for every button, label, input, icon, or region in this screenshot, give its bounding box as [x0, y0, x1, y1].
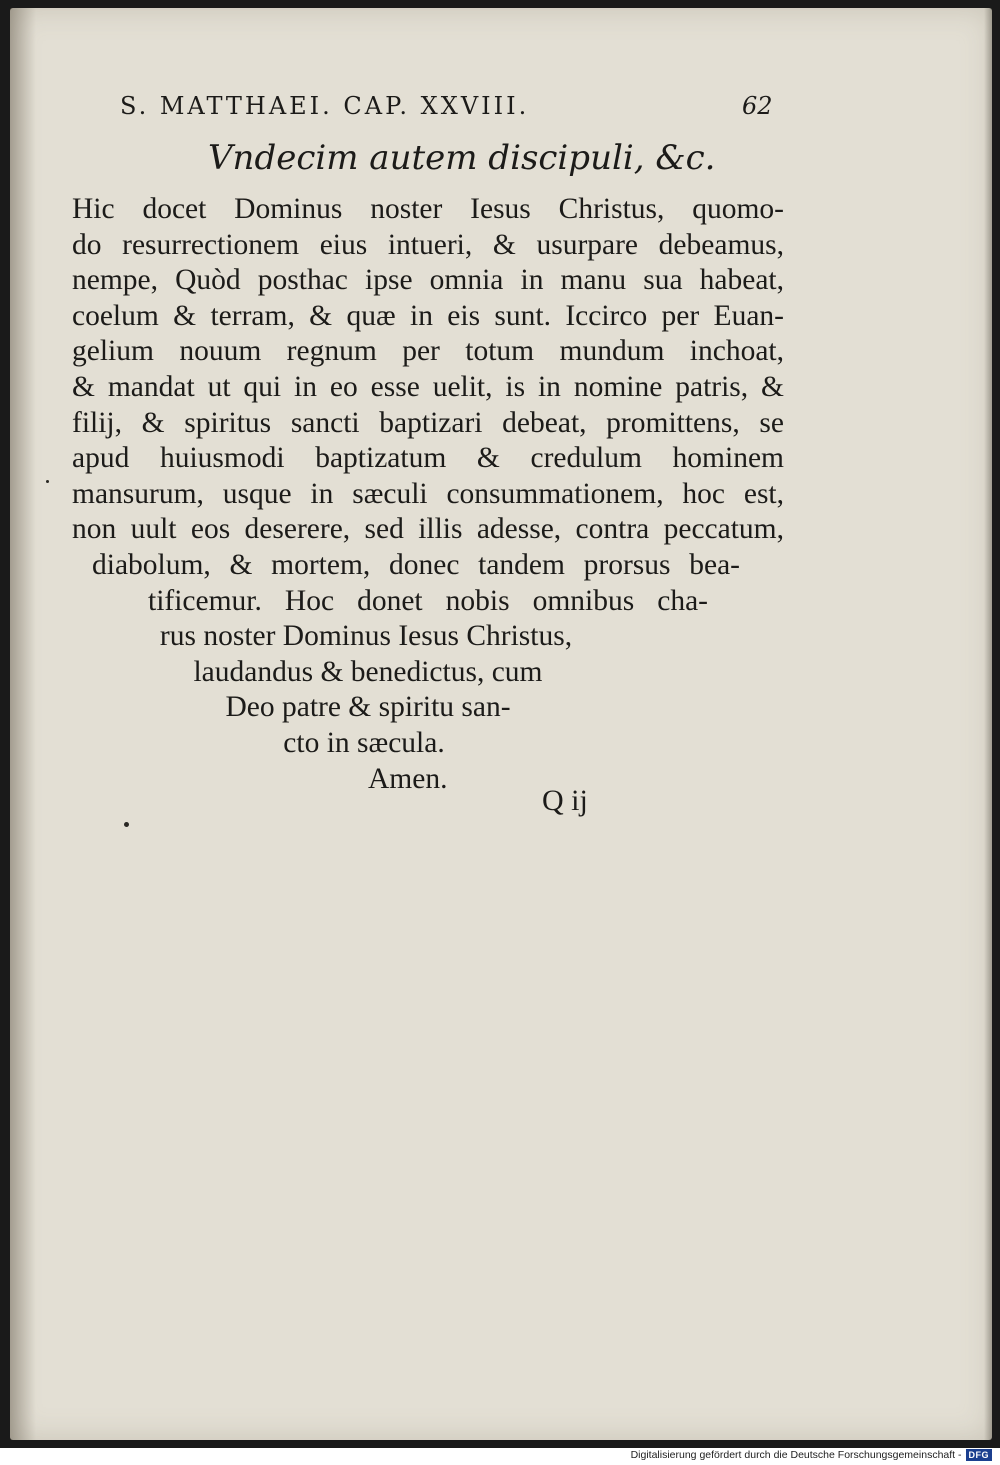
book-page [10, 8, 992, 1440]
body-line: nempe, Quòd posthac ipse omnia in manu sua habeat, [72, 264, 784, 297]
page-edge [984, 8, 992, 1440]
body-line: apud huiusmodi baptizatum & credulum hominem [72, 442, 784, 475]
body-line: rus noster Dominus Iesus Christus, [159, 620, 573, 653]
ink-speck [124, 822, 129, 827]
section-title: Vndecim autem discipuli, &c. [208, 138, 716, 178]
body-line: gelium nouum regnum per totum mundum inchoat, [72, 335, 784, 368]
body-line: mansurum, usque in sæculi consummationem, hoc est, [72, 477, 784, 510]
body-line: coelum & terram, & quæ in eis sunt. Iccirco per Euan- [72, 299, 784, 332]
body-line: do resurrectionem eius intueri, & usurpare debeamus, [72, 228, 784, 261]
dfg-logo-icon: DFG [966, 1449, 993, 1461]
ink-speck [46, 480, 49, 483]
body-line: Hic docet Dominus noster Iesus Christus, quomo- [72, 193, 784, 225]
body-line: laudandus & benedictus, cum [193, 655, 543, 688]
credit-text: Digitalisierung gefördert durch die Deutsche Forschungsgemeinschaft - [630, 1449, 962, 1461]
body-line: & mandat ut qui in eo esse uelit, is in nomine patris, & [72, 370, 784, 403]
digitization-credit [631, 1449, 992, 1461]
body-line: Deo patre & spiritu san- [225, 691, 511, 724]
signature-mark: Q ij [542, 784, 588, 817]
body-line: tificemur. Hoc donet nobis omnibus cha- [148, 584, 708, 617]
running-head: S. MATTHAEI. CAP. XXVIII. [120, 92, 530, 120]
body-line: filij, & spiritus sancti baptizari debeat, promittens, se [72, 406, 784, 439]
body-line: non uult eos deserere, sed illis adesse, contra peccatum, [72, 513, 784, 546]
body-line: Amen. [368, 762, 448, 795]
body-line: cto in sæcula. [283, 726, 445, 759]
page-number: 62 [742, 92, 773, 120]
body-line: diabolum, & mortem, donec tandem prorsus bea- [92, 548, 740, 581]
body-text [72, 192, 792, 797]
